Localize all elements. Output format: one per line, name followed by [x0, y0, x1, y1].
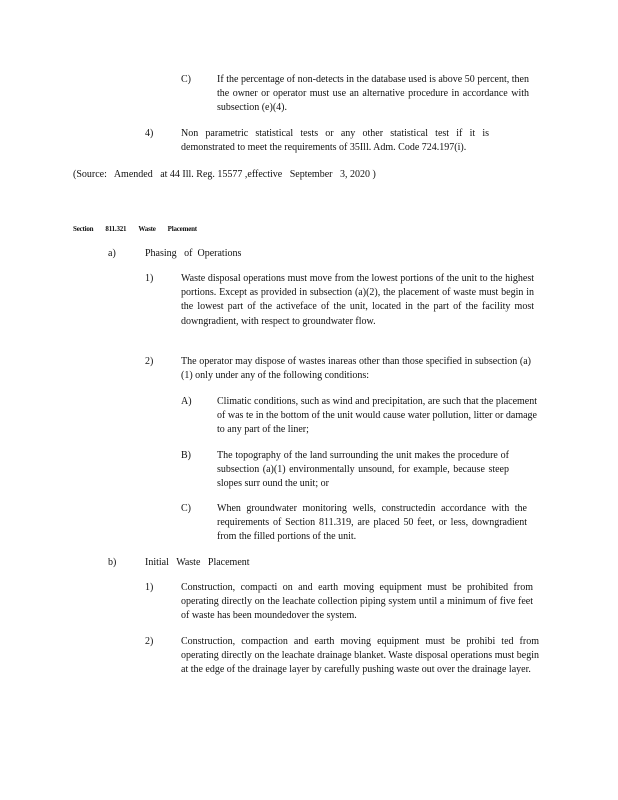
paragraph-nondetects: If the percentage of non-detects in the database used is above 50 percent, then the owner or operator must use an alternative procedure in accordance with subsection (e)(4).: [217, 74, 529, 114]
section-title-word-1: Waste: [138, 225, 156, 233]
source-note: (Source: Amended at 44 Ill. Reg. 15577 ,effective September 3, 2020 ): [73, 169, 376, 180]
list-marker-a2-B: B): [181, 450, 191, 461]
subsection-marker-a: a): [108, 248, 116, 259]
paragraph-a2-B: The topography of the land surrounding the unit makes the procedure of subsection (a)(1) environmentally unsound, for example, because steep slopes surr ound the unit; or: [217, 450, 509, 490]
paragraph-b1: Construction, compacti on and earth moving equipment must be prohibited from operating directly on the leachate collection piping system until a minimum of five feet of waste has been moundedover the system.: [181, 582, 533, 622]
section-title-word-2: Placement: [167, 225, 197, 233]
section-heading: [73, 224, 209, 234]
list-marker-b2: 2): [145, 636, 154, 647]
subsection-title-b: Initial Waste Placement: [145, 557, 250, 568]
section-label: Section: [73, 225, 94, 233]
paragraph-a2: The operator may dispose of wastes inareas other than those specified in subsection (a)(1) only under any of the following conditions:: [181, 356, 531, 382]
paragraph-a2-A: Climatic conditions, such as wind and precipitation, are such that the placement of was te in the bottom of the unit would cause water pollution, litter or damage to any part of the liner;: [217, 396, 537, 436]
paragraph-b2: Construction, compaction and earth moving equipment must be prohibi ted from operating directly on the leachate drainage blanket. Waste disposal operations must begin at the edge of the drainage layer by carefully pushing waste out over the drainage layer.: [181, 636, 539, 676]
list-marker-a2-A: A): [181, 396, 192, 407]
section-number: 811.321: [105, 225, 127, 233]
list-marker-c: C): [181, 74, 191, 85]
paragraph-a1: Waste disposal operations must move from the lowest portions of the unit to the highest portions. Except as provided in subsection (a)(2), the placement of waste must begin in the lowest part of the activeface of the unit, located in the part of the facility most downgradient, with respect to groundwater flow.: [181, 273, 534, 327]
paragraph-nonparametric: Non parametric statistical tests or any other statistical test if it is demonstrated to meet the requirements of 35Ill. Adm. Code 724.197(i).: [181, 128, 489, 154]
list-marker-a2-C: C): [181, 503, 191, 514]
list-marker-a2: 2): [145, 356, 154, 367]
list-marker-a1: 1): [145, 273, 154, 284]
subsection-marker-b: b): [108, 557, 117, 568]
subsection-title-a: Phasing of Operations: [145, 248, 242, 259]
list-marker-b1: 1): [145, 582, 154, 593]
list-marker-4: 4): [145, 128, 154, 139]
paragraph-a2-C: When groundwater monitoring wells, constructedin accordance with the requirements of Section 811.319, are placed 50 feet, or less, downgradient from the filled portions of the unit.: [217, 503, 527, 543]
